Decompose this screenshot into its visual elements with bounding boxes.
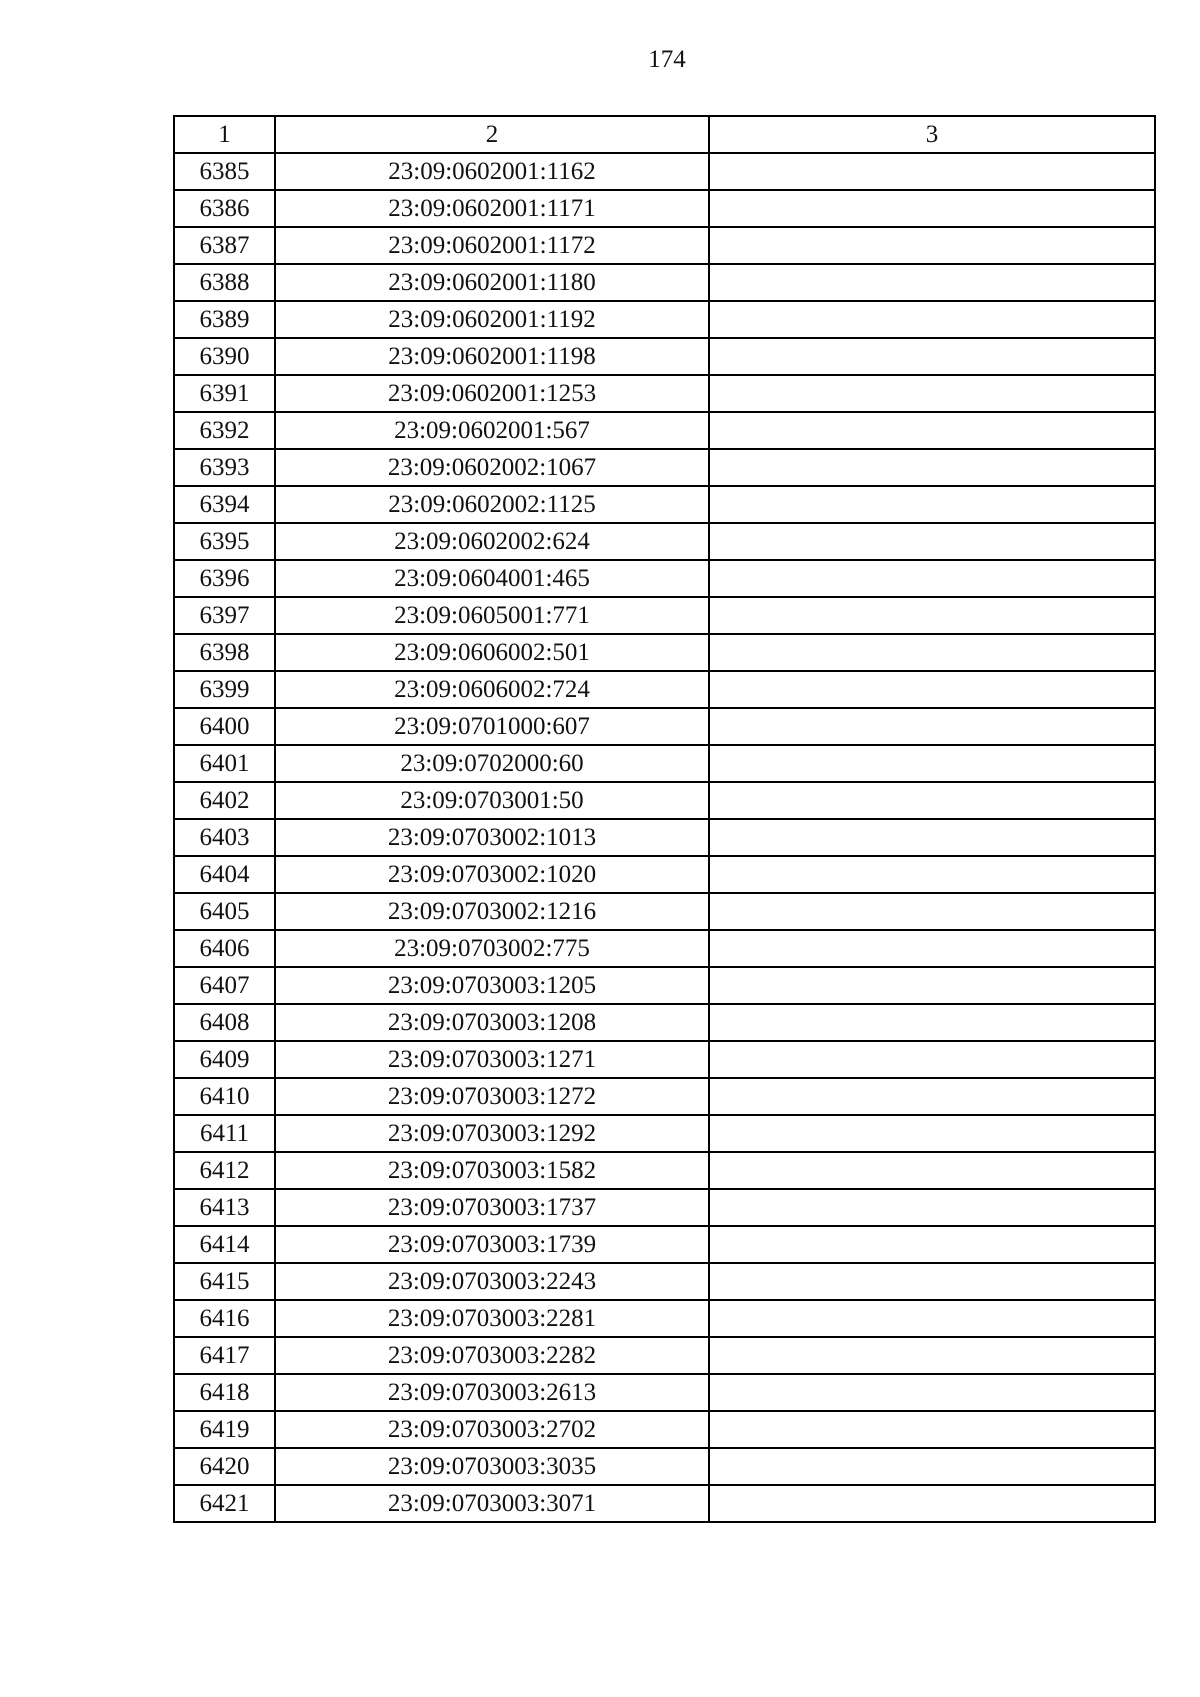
row-number-cell: 6391 — [174, 375, 275, 412]
table-row — [174, 1152, 1155, 1189]
cadastral-number-cell: 23:09:0602001:1253 — [275, 375, 709, 412]
row-number-cell: 6404 — [174, 856, 275, 893]
note-cell — [709, 486, 1155, 523]
table-row — [174, 930, 1155, 967]
cadastral-number-cell: 23:09:0602001:567 — [275, 412, 709, 449]
row-number-cell: 6396 — [174, 560, 275, 597]
cadastral-number-cell: 23:09:0703003:1292 — [275, 1115, 709, 1152]
note-cell — [709, 523, 1155, 560]
page-number: 174 — [648, 46, 686, 73]
table-row — [174, 1374, 1155, 1411]
note-cell — [709, 856, 1155, 893]
row-number-cell: 6386 — [174, 190, 275, 227]
row-number-cell: 6394 — [174, 486, 275, 523]
row-number-cell: 6409 — [174, 1041, 275, 1078]
note-cell — [709, 1152, 1155, 1189]
row-number-cell: 6385 — [174, 153, 275, 190]
note-cell — [709, 338, 1155, 375]
table-header-row — [174, 116, 1155, 153]
cadastral-number-cell: 23:09:0602002:624 — [275, 523, 709, 560]
table-row — [174, 338, 1155, 375]
note-cell — [709, 782, 1155, 819]
table-row — [174, 1115, 1155, 1152]
note-cell — [709, 227, 1155, 264]
note-cell — [709, 1041, 1155, 1078]
table-row — [174, 190, 1155, 227]
row-number-cell: 6401 — [174, 745, 275, 782]
cadastral-number-cell: 23:09:0701000:607 — [275, 708, 709, 745]
note-cell — [709, 1115, 1155, 1152]
note-cell — [709, 449, 1155, 486]
cadastral-number-cell: 23:09:0602001:1172 — [275, 227, 709, 264]
note-cell — [709, 264, 1155, 301]
cadastral-number-cell: 23:09:0703003:1739 — [275, 1226, 709, 1263]
note-cell — [709, 153, 1155, 190]
note-cell — [709, 1374, 1155, 1411]
cadastral-number-cell: 23:09:0703003:3071 — [275, 1485, 709, 1522]
cadastral-number-cell: 23:09:0703003:3035 — [275, 1448, 709, 1485]
note-cell — [709, 671, 1155, 708]
table-row — [174, 1263, 1155, 1300]
row-number-cell: 6407 — [174, 967, 275, 1004]
table-row — [174, 1300, 1155, 1337]
table-row — [174, 375, 1155, 412]
row-number-cell: 6388 — [174, 264, 275, 301]
table-row — [174, 856, 1155, 893]
row-number-cell: 6403 — [174, 819, 275, 856]
note-cell — [709, 930, 1155, 967]
note-cell — [709, 634, 1155, 671]
header-col-3: 3 — [709, 116, 1155, 153]
row-number-cell: 6392 — [174, 412, 275, 449]
row-number-cell: 6402 — [174, 782, 275, 819]
row-number-cell: 6387 — [174, 227, 275, 264]
note-cell — [709, 597, 1155, 634]
row-number-cell: 6417 — [174, 1337, 275, 1374]
note-cell — [709, 1485, 1155, 1522]
table-row — [174, 708, 1155, 745]
cadastral-number-cell: 23:09:0703003:1208 — [275, 1004, 709, 1041]
row-number-cell: 6419 — [174, 1411, 275, 1448]
registry-table — [173, 115, 1156, 1523]
note-cell — [709, 708, 1155, 745]
row-number-cell: 6399 — [174, 671, 275, 708]
row-number-cell: 6412 — [174, 1152, 275, 1189]
table-row — [174, 1411, 1155, 1448]
cadastral-number-cell: 23:09:0602001:1180 — [275, 264, 709, 301]
table-body — [174, 153, 1155, 1522]
cadastral-number-cell: 23:09:0703003:1737 — [275, 1189, 709, 1226]
cadastral-number-cell: 23:09:0703002:1020 — [275, 856, 709, 893]
table-row — [174, 1226, 1155, 1263]
cadastral-number-cell: 23:09:0703003:1271 — [275, 1041, 709, 1078]
note-cell — [709, 745, 1155, 782]
row-number-cell: 6395 — [174, 523, 275, 560]
cadastral-number-cell: 23:09:0703003:1272 — [275, 1078, 709, 1115]
row-number-cell: 6389 — [174, 301, 275, 338]
table-row — [174, 227, 1155, 264]
row-number-cell: 6418 — [174, 1374, 275, 1411]
row-number-cell: 6400 — [174, 708, 275, 745]
table-row — [174, 412, 1155, 449]
row-number-cell: 6414 — [174, 1226, 275, 1263]
row-number-cell: 6421 — [174, 1485, 275, 1522]
note-cell — [709, 1411, 1155, 1448]
table-row — [174, 1337, 1155, 1374]
cadastral-number-cell: 23:09:0602002:1067 — [275, 449, 709, 486]
row-number-cell: 6420 — [174, 1448, 275, 1485]
note-cell — [709, 1300, 1155, 1337]
table-row — [174, 1189, 1155, 1226]
cadastral-number-cell: 23:09:0703002:1013 — [275, 819, 709, 856]
cadastral-number-cell: 23:09:0602001:1192 — [275, 301, 709, 338]
table-row — [174, 1004, 1155, 1041]
row-number-cell: 6415 — [174, 1263, 275, 1300]
note-cell — [709, 375, 1155, 412]
table-row — [174, 1448, 1155, 1485]
row-number-cell: 6408 — [174, 1004, 275, 1041]
cadastral-number-cell: 23:09:0703003:2281 — [275, 1300, 709, 1337]
cadastral-number-cell: 23:09:0703003:2702 — [275, 1411, 709, 1448]
table-row — [174, 1041, 1155, 1078]
cadastral-number-cell: 23:09:0602001:1171 — [275, 190, 709, 227]
cadastral-number-cell: 23:09:0604001:465 — [275, 560, 709, 597]
row-number-cell: 6393 — [174, 449, 275, 486]
table-row — [174, 560, 1155, 597]
table-row — [174, 597, 1155, 634]
table-row — [174, 449, 1155, 486]
cadastral-number-cell: 23:09:0606002:501 — [275, 634, 709, 671]
table-row — [174, 782, 1155, 819]
cadastral-number-cell: 23:09:0703003:1582 — [275, 1152, 709, 1189]
table-row — [174, 671, 1155, 708]
note-cell — [709, 1226, 1155, 1263]
note-cell — [709, 1078, 1155, 1115]
note-cell — [709, 893, 1155, 930]
cadastral-number-cell: 23:09:0703003:2613 — [275, 1374, 709, 1411]
cadastral-number-cell: 23:09:0703003:2282 — [275, 1337, 709, 1374]
note-cell — [709, 1337, 1155, 1374]
table-row — [174, 1485, 1155, 1522]
cadastral-number-cell: 23:09:0602001:1198 — [275, 338, 709, 375]
note-cell — [709, 967, 1155, 1004]
cadastral-number-cell: 23:09:0703001:50 — [275, 782, 709, 819]
table-row — [174, 1078, 1155, 1115]
note-cell — [709, 1189, 1155, 1226]
row-number-cell: 6410 — [174, 1078, 275, 1115]
cadastral-number-cell: 23:09:0605001:771 — [275, 597, 709, 634]
note-cell — [709, 190, 1155, 227]
table-row — [174, 819, 1155, 856]
note-cell — [709, 301, 1155, 338]
row-number-cell: 6406 — [174, 930, 275, 967]
note-cell — [709, 1263, 1155, 1300]
row-number-cell: 6411 — [174, 1115, 275, 1152]
row-number-cell: 6398 — [174, 634, 275, 671]
row-number-cell: 6397 — [174, 597, 275, 634]
table-row — [174, 523, 1155, 560]
header-col-1: 1 — [174, 116, 275, 153]
cadastral-number-cell: 23:09:0606002:724 — [275, 671, 709, 708]
table-row — [174, 893, 1155, 930]
cadastral-number-cell: 23:09:0703002:1216 — [275, 893, 709, 930]
note-cell — [709, 1448, 1155, 1485]
table-row — [174, 967, 1155, 1004]
table-row — [174, 634, 1155, 671]
table-row — [174, 301, 1155, 338]
row-number-cell: 6405 — [174, 893, 275, 930]
cadastral-number-cell: 23:09:0703003:2243 — [275, 1263, 709, 1300]
table-row — [174, 745, 1155, 782]
table-row — [174, 153, 1155, 190]
cadastral-number-cell: 23:09:0703002:775 — [275, 930, 709, 967]
cadastral-number-cell: 23:09:0602002:1125 — [275, 486, 709, 523]
cadastral-number-cell: 23:09:0702000:60 — [275, 745, 709, 782]
header-col-2: 2 — [275, 116, 709, 153]
cadastral-number-cell: 23:09:0602001:1162 — [275, 153, 709, 190]
table-row — [174, 486, 1155, 523]
cadastral-number-cell: 23:09:0703003:1205 — [275, 967, 709, 1004]
row-number-cell: 6416 — [174, 1300, 275, 1337]
note-cell — [709, 819, 1155, 856]
table-row — [174, 264, 1155, 301]
row-number-cell: 6413 — [174, 1189, 275, 1226]
note-cell — [709, 412, 1155, 449]
row-number-cell: 6390 — [174, 338, 275, 375]
note-cell — [709, 560, 1155, 597]
note-cell — [709, 1004, 1155, 1041]
